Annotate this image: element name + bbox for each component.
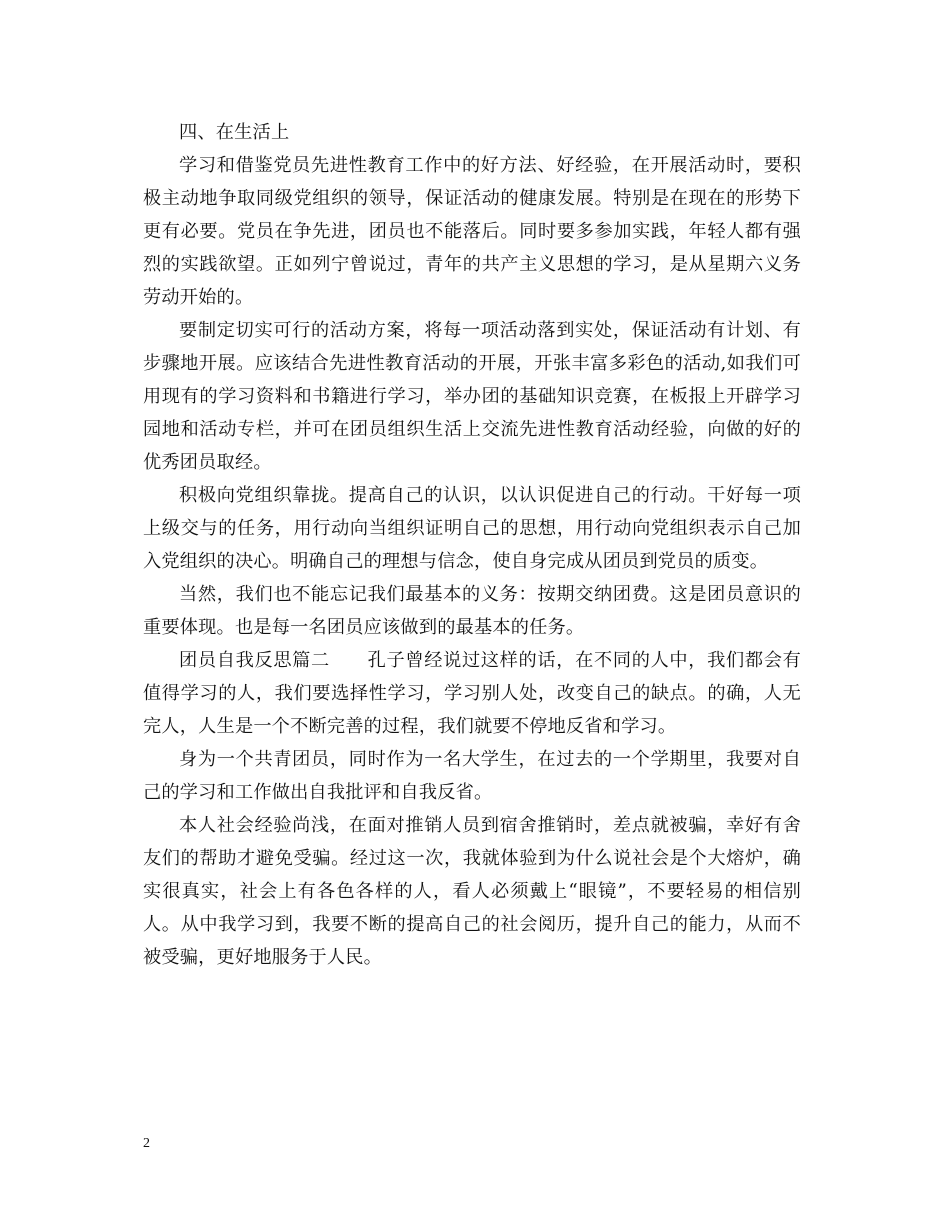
body-text: [143, 116, 801, 974]
paragraph: 身为一个共青团员，同时作为一名大学生，在过去的一个学期里，我要对自己的学习和工作做出自我批评和自我反省。: [143, 749, 801, 803]
paragraph: 要制定切实可行的活动方案，将每一项活动落到实处，保证活动有计划、有步骤地开展。应该结合先进性教育活动的开展，开张丰富多彩色的活动,如我们可用现有的学习资料和书籍进行学习，举办团的基础知识竞赛，在板报上开辟学习园地和活动专栏，并可在团员组织生活上交流先进性教育活动经验，向做的好的优秀团员取经。: [143, 320, 801, 473]
paragraph: 当然，我们也不能忘记我们最基本的义务：按期交纳团费。这是团员意识的重要体现。也是每一名团员应该做到的最基本的任务。: [143, 584, 801, 638]
section-heading: 四、在生活上: [179, 122, 290, 143]
page-number: 2: [143, 1136, 150, 1151]
paragraph: 积极向党组织靠拢。提高自己的认识，以认识促进自己的行动。干好每一项上级交与的任务，用行动向当组织证明自己的思想，用行动向党组织表示自己加入党组织的决心。明确自己的理想与信念，使自身完成从团员到党员的质变。: [143, 485, 801, 572]
paragraph: 学习和借鉴党员先进性教育工作中的好方法、好经验，在开展活动时，要积极主动地争取同级党组织的领导，保证活动的健康发展。特别是在现在的形势下更有必要。党员在争先进，团员也不能落后。同时要多参加实践，年轻人都有强烈的实践欲望。正如列宁曾说过，青年的共产主义思想的学习，是从星期六义务劳动开始的。: [143, 155, 801, 308]
paragraph: 本人社会经验尚浅，在面对推销人员到宿舍推销时，差点就被骗，幸好有舍友们的帮助才避免受骗。经过这一次，我就体验到为什么说社会是个大熔炉，确实很真实，社会上有各色各样的人，看人必须戴上“眼镜”，不要轻易的相信别人。从中我学习到，我要不断的提高自己的社会阅历，提升自己的能力，从而不被受骗，更好地服务于人民。: [143, 815, 801, 968]
paragraph: 团员自我反思篇二 孔子曾经说过这样的话，在不同的人中，我们都会有值得学习的人，我们要选择性学习，学习别人处，改变自己的缺点。的确，人无完人，人生是一个不断完善的过程，我们就要不停地反省和学习。: [143, 650, 801, 737]
